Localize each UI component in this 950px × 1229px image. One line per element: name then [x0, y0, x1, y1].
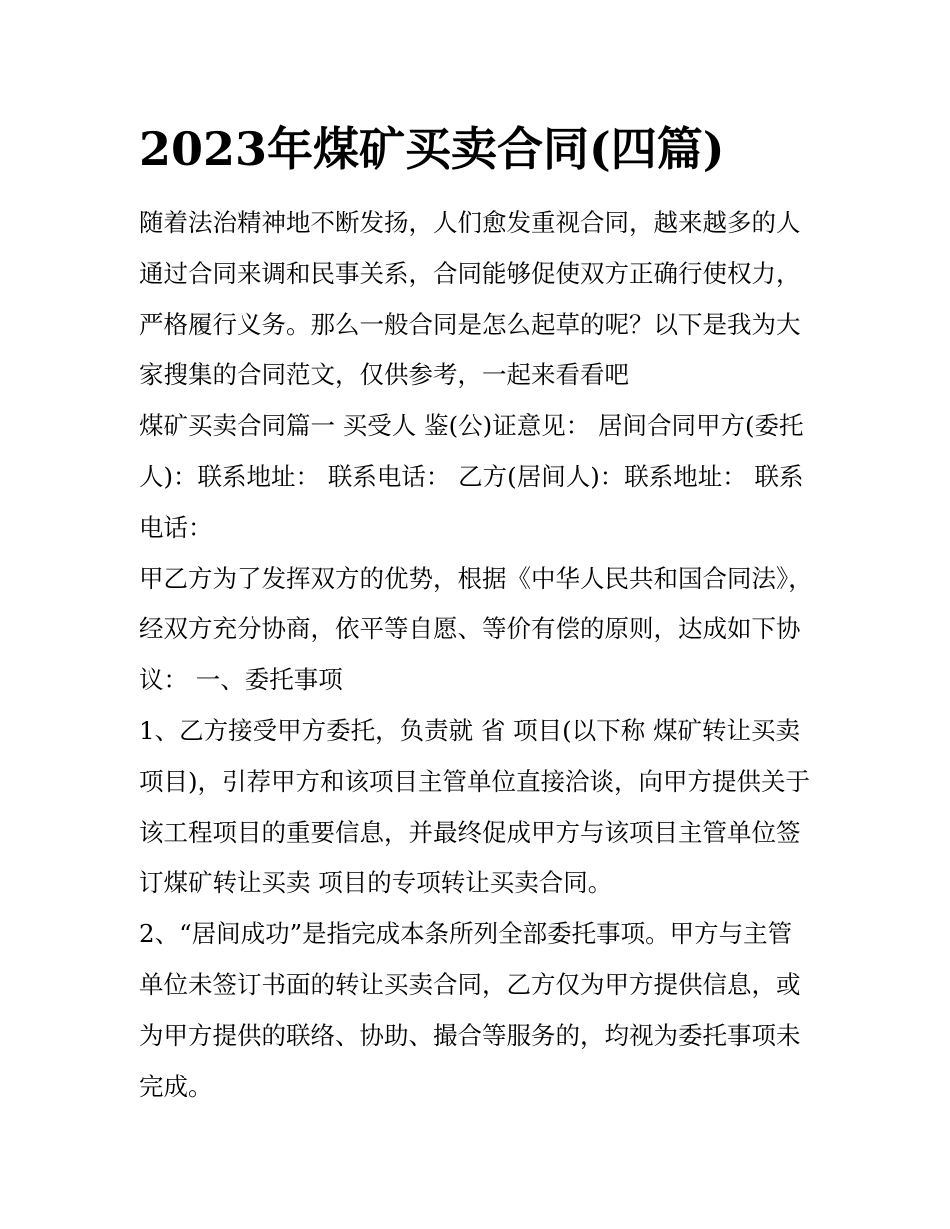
paragraph-intro: 随着法治精神地不断发扬，人们愈发重视合同，越来越多的人通过合同来调和民事关系，合同能够促使双方正确行使权力，严格履行义务。那么一般合同是怎么起草的呢？以下是我为大家搜集的合同范文，仅供参考，一起来看看吧 [139, 208, 801, 390]
paragraph-clause-2: 2、“居间成功”是指完成本条所列全部委托事项。甲方与主管单位未签订书面的转让买卖合同，乙方仅为甲方提供信息，或为甲方提供的联络、协助、撮合等服务的，均视为委托事项未完成。 [139, 919, 801, 1101]
paragraph-parties: 煤矿买卖合同篇一 买受人 鉴(公)证意见： 居间合同甲方(委托人)：联系地址： 联系电话： 乙方(居间人)：联系地址： 联系电话： [139, 411, 804, 542]
document-title: 2023年煤矿买卖合同(四篇) [139, 122, 725, 176]
paragraph-clause-1: 1、乙方接受甲方委托，负责就 省 项目(以下称 煤矿转让买卖项目)，引荐甲方和该项目主管单位直接洽谈，向甲方提供关于该工程项目的重要信息，并最终促成甲方与该项目主管单位签订煤矿转让买卖 项目的专项转让买卖合同。 [139, 715, 811, 898]
document-body [139, 198, 814, 1112]
paragraph-agreement: 甲乙方为了发挥双方的优势，根据《中华人民共和国合同法》，经双方充分协商，依平等自愿、等价有偿的原则，达成如下协议： 一、委托事项 [139, 563, 813, 695]
